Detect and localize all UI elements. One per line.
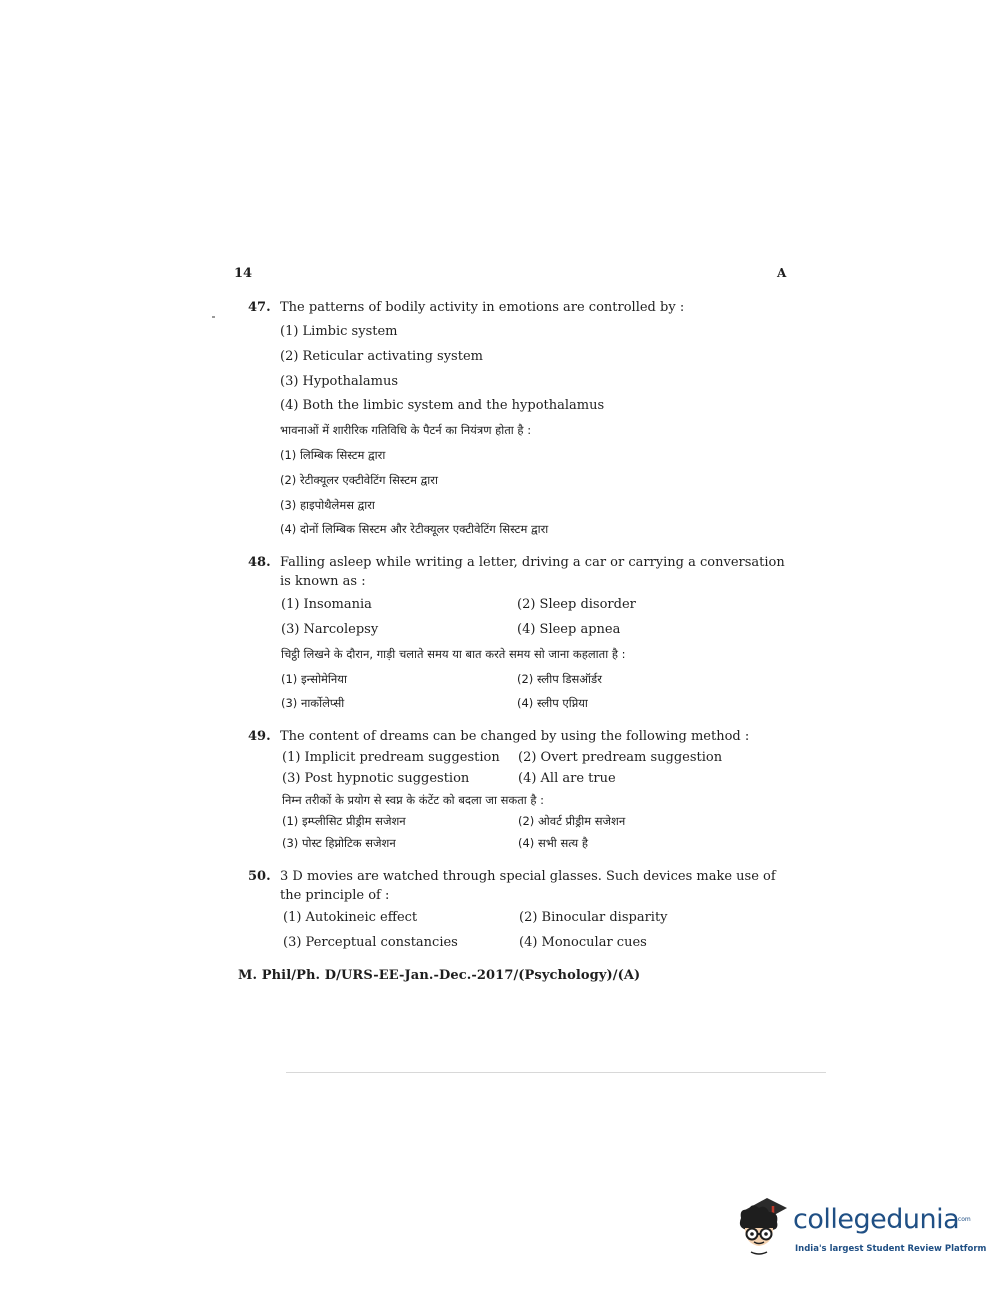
question-47: [248, 298, 788, 317]
question-48: [248, 553, 788, 591]
student-mascot-icon: [735, 1196, 791, 1258]
option-en-3: (3) Narcolepsy: [281, 622, 379, 637]
option-hi-1: (1) इम्प्लीसिट प्रीड्रीम सजेशन: [282, 814, 406, 828]
option-en-2: (2) Reticular activating system: [280, 349, 483, 364]
brand-domain: .com: [956, 1216, 971, 1223]
option-en-1: (1) Implicit predream suggestion: [282, 750, 500, 765]
question-text-hi: भावनाओं में शारीरिक गतिविधि के पैटर्न का नियंत्रण होता है :: [280, 423, 532, 437]
option-en-1: (1) Insomania: [281, 597, 372, 612]
brand-name: collegedunia: [793, 1204, 960, 1235]
option-en-4: (4) All are true: [518, 771, 616, 786]
option-hi-2: (2) ओवर्ट प्रीड्रीम सजेशन: [518, 814, 626, 828]
question-number: 48.: [248, 555, 271, 570]
question-number: 50.: [248, 869, 271, 884]
scan-divider: [286, 1072, 826, 1073]
option-en-3: (3) Post hypnotic suggestion: [282, 771, 470, 786]
option-en-1: (1) Limbic system: [280, 324, 398, 339]
question-text-en: The patterns of bodily activity in emotions are controlled by :: [280, 300, 685, 315]
option-en-4: (4) Sleep apnea: [517, 622, 621, 637]
question-49: [248, 727, 788, 746]
option-en-3: (3) Perceptual constancies: [283, 935, 458, 950]
option-hi-3: (3) हाइपोथैलेमस द्वारा: [280, 498, 375, 512]
question-number: 49.: [248, 729, 271, 744]
option-hi-4: (4) सभी सत्य है: [518, 836, 588, 850]
collegedunia-watermark[interactable]: [735, 1196, 987, 1266]
question-text-hi: चिट्ठी लिखने के दौरान, गाड़ी चलाते समय या बात करते समय सो जाना कहलाता है :: [281, 647, 626, 661]
option-hi-2: (2) स्लीप डिसऑर्डर: [517, 672, 602, 686]
option-en-4: (4) Monocular cues: [519, 935, 647, 950]
option-en-3: (3) Hypothalamus: [280, 374, 399, 389]
brand-tagline: India's largest Student Review Platform: [795, 1244, 987, 1254]
page-number: 14: [234, 266, 253, 281]
set-code: A: [777, 266, 787, 280]
option-en-2: (2) Sleep disorder: [517, 597, 636, 612]
option-hi-1: (1) लिम्बिक सिस्टम द्वारा: [280, 448, 386, 462]
question-text-en: Falling asleep while writing a letter, driving a car or carrying a conversation is known as :: [280, 555, 785, 589]
option-hi-2: (2) रेटीक्यूलर एक्टीवेटिंग सिस्टम द्वारा: [280, 473, 438, 487]
option-hi-1: (1) इन्सोमेनिया: [281, 672, 347, 686]
option-hi-4: (4) दोनों लिम्बिक सिस्टम और रेटीक्यूलर एक्टीवेटिंग सिस्टम द्वारा: [280, 522, 549, 536]
option-en-1: (1) Autokineic effect: [283, 910, 418, 925]
question-text-hi: निम्न तरीकों के प्रयोग से स्वप्न के कंटेंट को बदला जा सकता है :: [282, 793, 545, 807]
question-number: 47.: [248, 300, 271, 315]
option-hi-3: (3) पोस्ट हिप्नोटिक सजेशन: [282, 836, 396, 850]
question-text-en: The content of dreams can be changed by using the following method :: [280, 729, 750, 744]
option-en-2: (2) Binocular disparity: [519, 910, 668, 925]
question-text-en: 3 D movies are watched through special glasses. Such devices make use of the principle of :: [280, 869, 776, 903]
paper-code-footer: M. Phil/Ph. D/URS-EE-Jan.-Dec.-2017/(Psychology)/(A): [238, 968, 641, 983]
option-en-2: (2) Overt predream suggestion: [518, 750, 723, 765]
option-hi-3: (3) नार्कोलेप्सी: [281, 696, 345, 710]
option-hi-4: (4) स्लीप एप्निया: [517, 696, 588, 710]
question-50: [248, 867, 788, 905]
option-en-4: (4) Both the limbic system and the hypothalamus: [280, 398, 605, 413]
scan-speck: [212, 316, 215, 318]
